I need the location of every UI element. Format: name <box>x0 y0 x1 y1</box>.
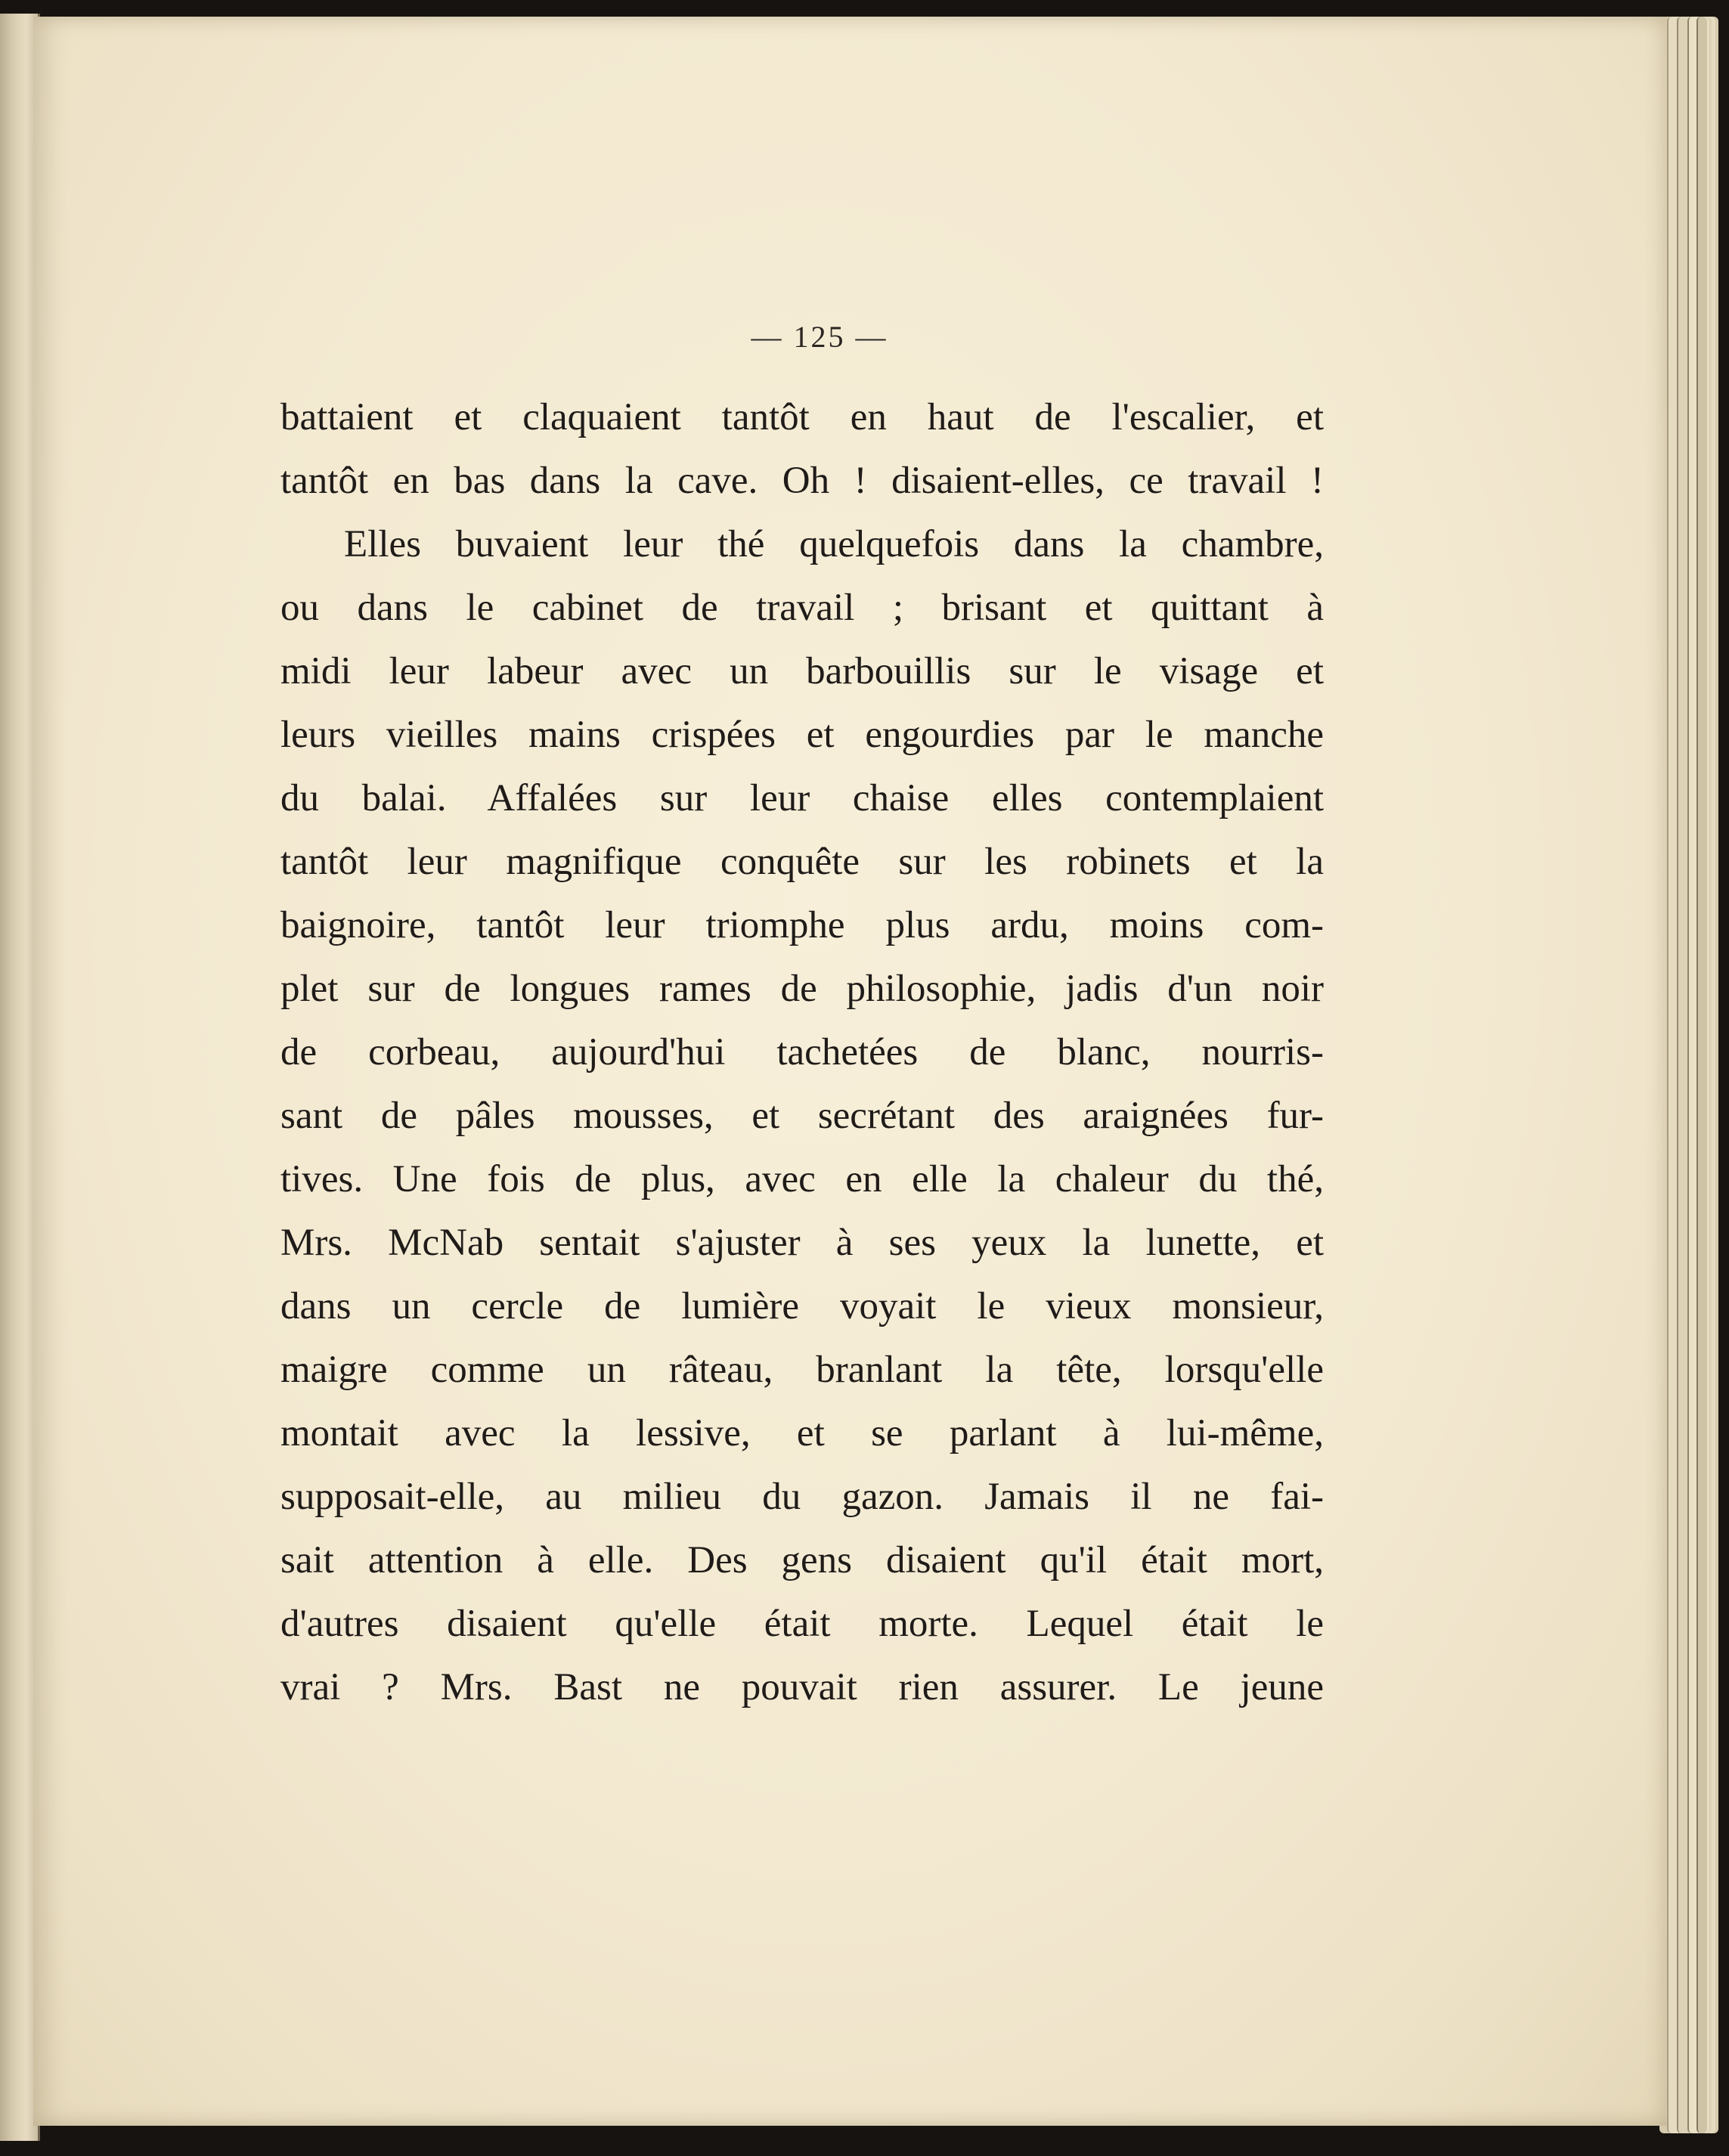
text-line: plet sur de longues rames de philosophie, jadis d'un noir <box>280 968 1324 1010</box>
text-line: sait attention à elle. Des gens disaient qu'il était mort, <box>280 1539 1324 1581</box>
text-line: d'autres disaient qu'elle était morte. Lequel était le <box>280 1603 1324 1645</box>
text-line: sant de pâles mousses, et secrétant des araignées fur- <box>280 1095 1324 1137</box>
text-line: maigre comme un râteau, branlant la tête, lorsqu'elle <box>280 1349 1324 1391</box>
body-text <box>280 386 1324 1719</box>
text-line: battaient et claquaient tantôt en haut de l'escalier, et <box>280 396 1324 438</box>
text-line: supposait-elle, au milieu du gazon. Jamais il ne fai- <box>280 1476 1324 1518</box>
text-line: baignoire, tantôt leur triomphe plus ardu, moins com- <box>280 904 1324 946</box>
text-line: de corbeau, aujourd'hui tachetées de blanc, nourris- <box>280 1031 1324 1073</box>
text-line: midi leur labeur avec un barbouillis sur le visage et <box>280 650 1324 692</box>
text-line: vrai ? Mrs. Bast ne pouvait rien assurer. Le jeune <box>280 1666 1324 1708</box>
text-line: dans un cercle de lumière voyait le vieux monsieur, <box>280 1285 1324 1327</box>
text-line: montait avec la lessive, et se parlant à lui-même, <box>280 1412 1324 1454</box>
text-line: leurs vieilles mains crispées et engourdies par le manche <box>280 714 1324 756</box>
text-line: Mrs. McNab sentait s'ajuster à ses yeux la lunette, et <box>280 1222 1324 1264</box>
text-line: tantôt leur magnifique conquête sur les robinets et la <box>280 841 1324 883</box>
text-line: tives. Une fois de plus, avec en elle la chaleur du thé, <box>280 1158 1324 1200</box>
page-number: — 125 — <box>751 320 888 354</box>
book-page <box>33 17 1666 2126</box>
text-line: du balai. Affalées sur leur chaise elles contemplaient <box>280 777 1324 819</box>
text-line: ou dans le cabinet de travail ; brisant et quittant à <box>280 587 1324 629</box>
text-line: tantôt en bas dans la cave. Oh ! disaient-elles, ce travail ! <box>280 460 1324 502</box>
text-line: Elles buvaient leur thé quelquefois dans la chambre, <box>344 523 1324 565</box>
page-edge <box>1696 17 1707 2133</box>
